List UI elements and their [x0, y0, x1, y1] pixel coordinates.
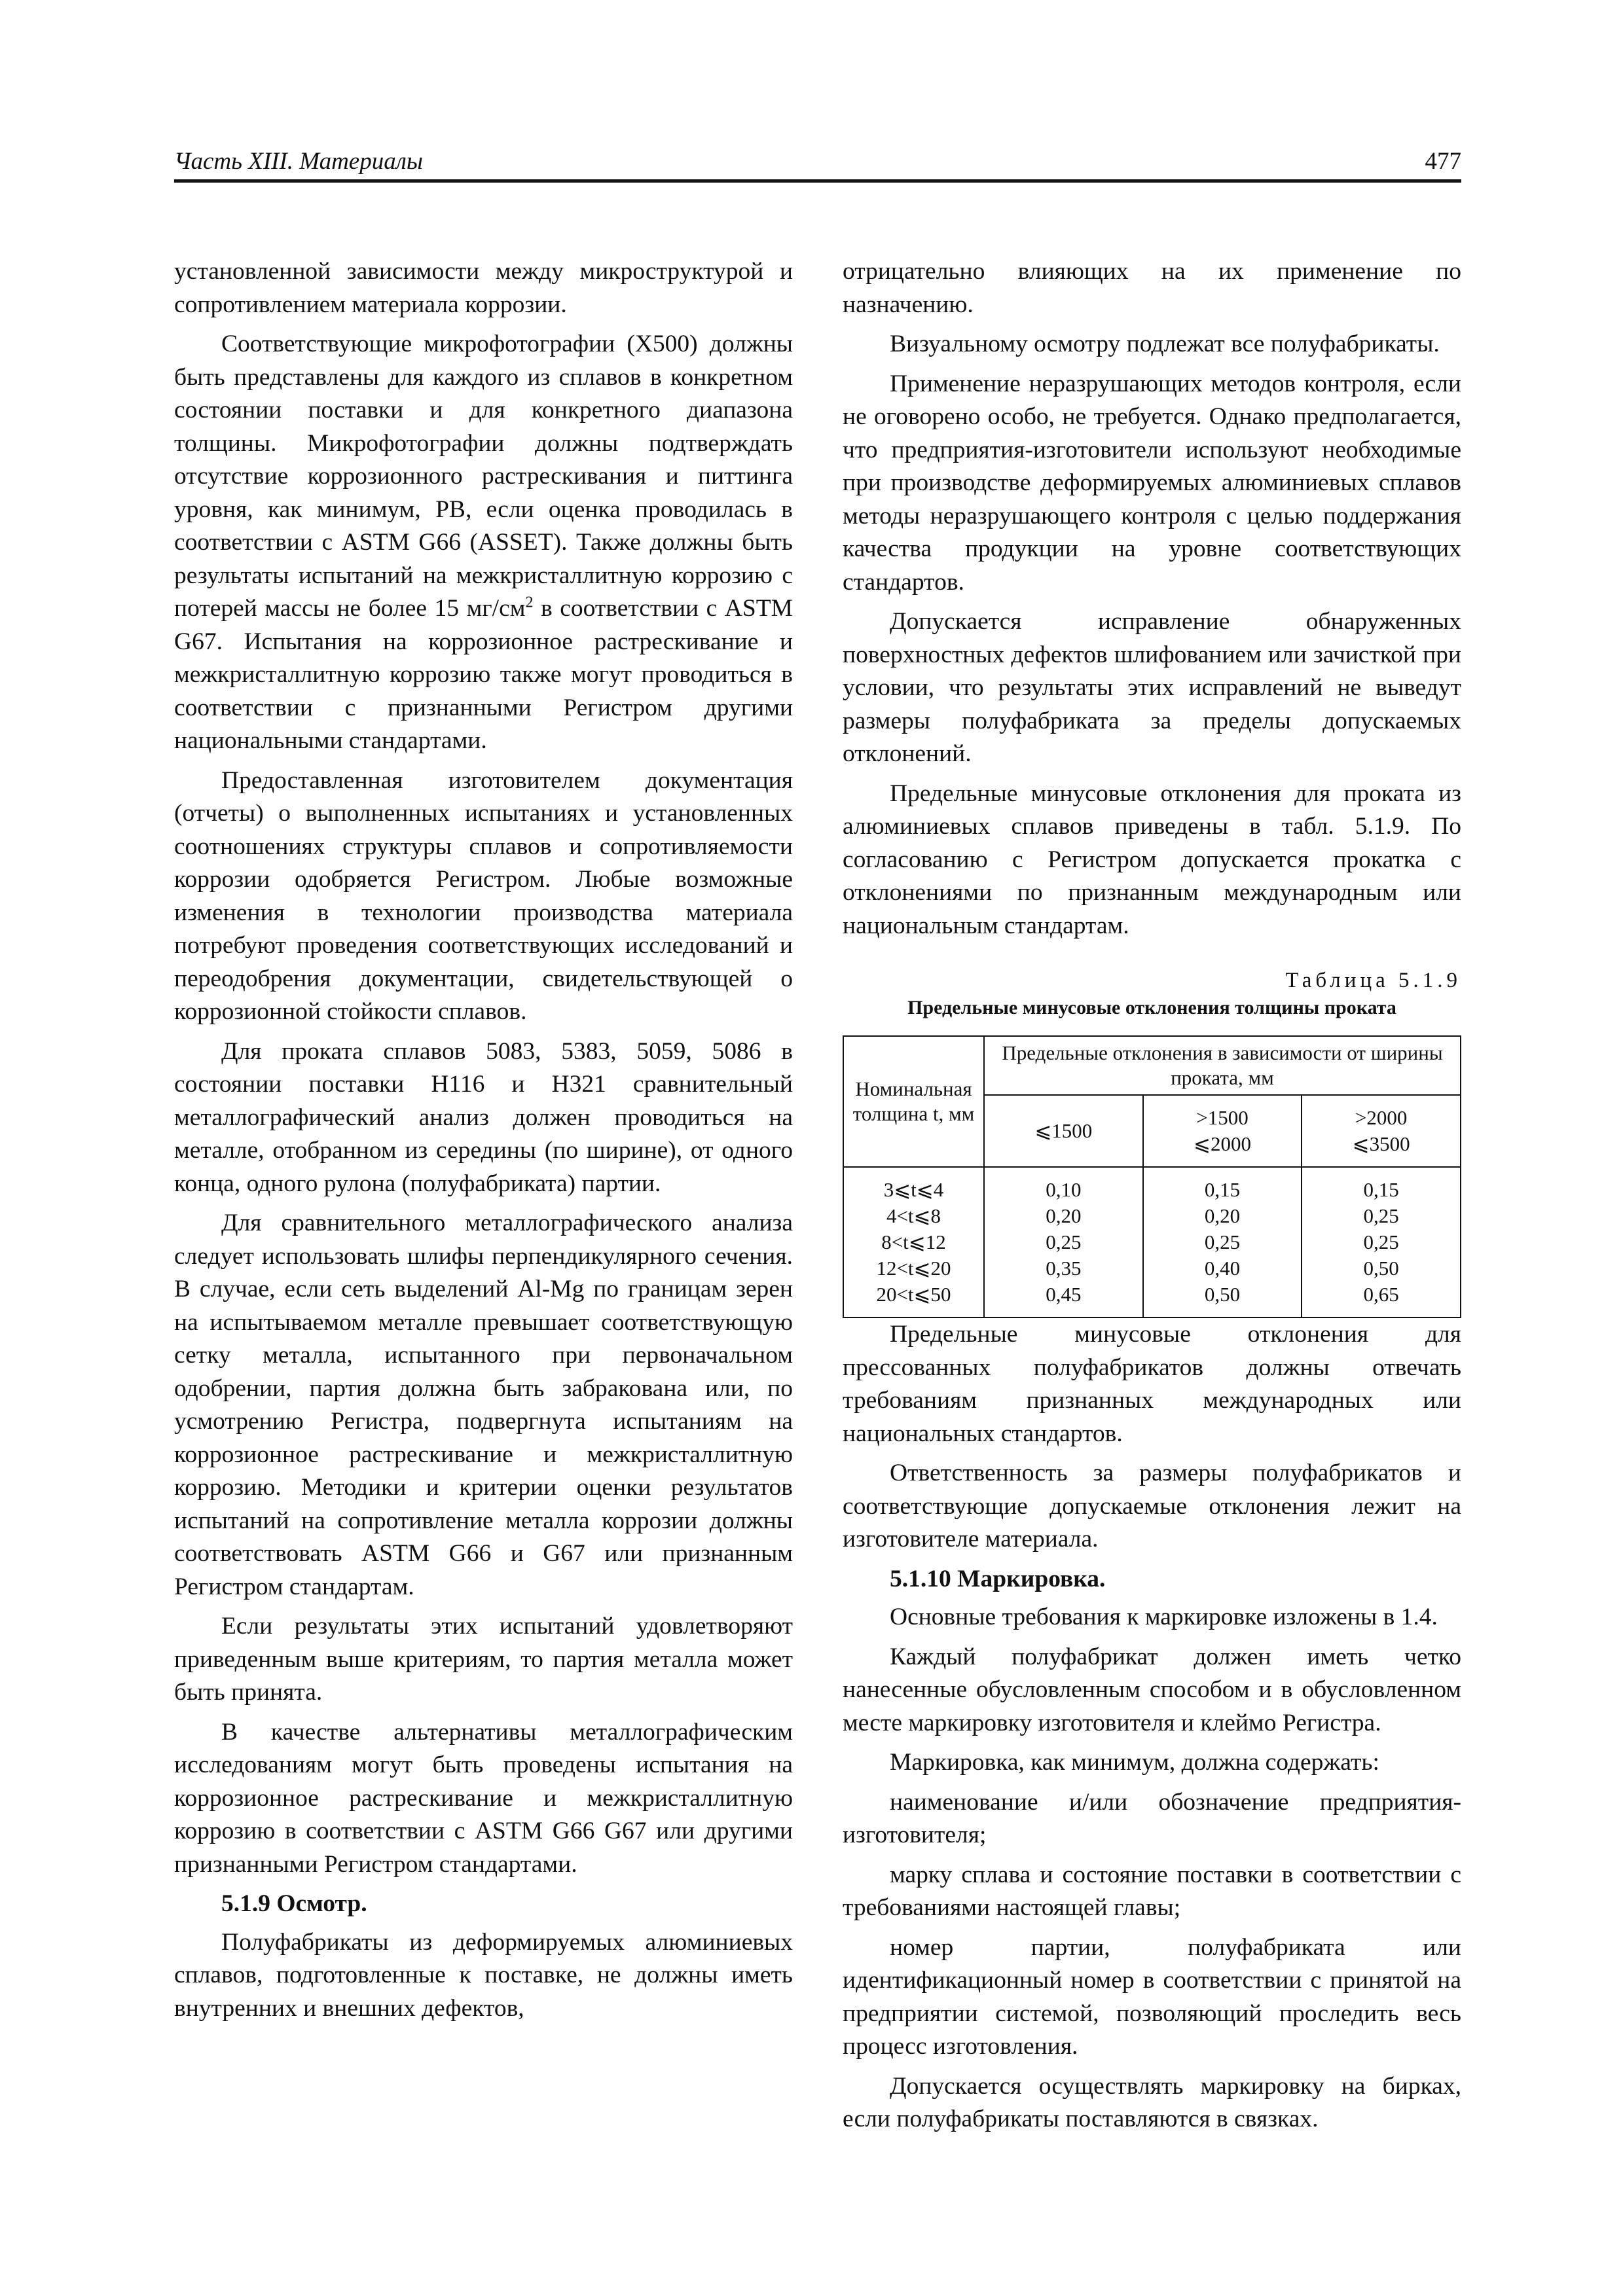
paragraph: Каждый полуфабрикат должен иметь четко нанесенные обусловленным способом и в обусловленном месте маркировку изготовителя и клеймо Регистра.: [843, 1643, 1461, 1736]
paragraph: В качестве альтернативы металлографическим исследованиям могут быть проведены испытания на коррозионное растрескивание и межкристаллитную коррозию в соответствии с ASTM G66 G67 или другими признанными Регистром стандартами.: [174, 1718, 793, 1878]
section-heading-inspection: 5.1.9 Осмотр.: [221, 1890, 367, 1917]
left-column: [174, 255, 793, 2032]
paragraph: наименование и/или обозначение предприятия-изготовителя;: [843, 1788, 1461, 1848]
table-header-row: [843, 1036, 1461, 1095]
header-width-2000: >1500 ⩽2000: [1143, 1095, 1302, 1167]
paragraph: марку сплава и состояние поставки в соответствии с требованиями настоящей главы;: [843, 1861, 1461, 1921]
paragraph-text: Соответствующие микрофотографии (X500) должны быть представлены для каждого из сплавов в конкретном состоянии поставки и для конкретного диапазона толщины. Микрофотографии должны подтверждать отсутствие коррозионного растрескивания и питтинга уровня, как минимум, PB, если оценка проводилась в соответствии с ASTM G66 (ASSET). Также должны быть результаты испытаний на межкристаллитную коррозию с потерей массы не более 15 мг/см: [174, 331, 793, 622]
page-number: 477: [1425, 148, 1461, 175]
paragraph-text: в соответствии с ASTM G67. Испытания на коррозионное растрескивание и межкристаллитную коррозию также могут проводиться в соответствии с признанными Регистром другими национальными стандартами.: [174, 595, 793, 754]
paragraph: Основные требования к маркировке изложены в 1.4.: [890, 1604, 1438, 1630]
paragraph: Предельные минусовые отклонения для проката из алюминиевых сплавов приведены в табл. 5.1.9. По согласованию с Регистром допускается прокатка с отклонениями по признанным международным или национальным стандартам.: [843, 780, 1461, 939]
table-caption: Предельные минусовые отклонения толщины проката: [907, 997, 1396, 1018]
paragraph: Допускается исправление обнаруженных поверхностных дефектов шлифованием или зачисткой при условии, что результаты этих исправлений не выведут размеры полуфабриката за пределы допускаемых отклонений.: [843, 608, 1461, 767]
thickness-deviation-table: [843, 1035, 1461, 1318]
superscript: 2: [525, 594, 534, 611]
paragraph: Для сравнительного металлографического анализа следует использовать шлифы перпендикулярного сечения. В случае, если сеть выделений Al-Mg по границам зерен на испытываемом металле превышает соответствующую сетку металла, испытанного при первоначальном одобрении, партия должна быть забракована или, по усмотрению Регистра, подвергнута испытаниям на коррозионное растрескивание и межкристаллитную коррозию. Методики и критерии оценки результатов испытаний на сопротивление металла коррозии должны соответствовать ASTM G66 и G67 или признанным Регистром стандартам.: [174, 1210, 793, 1600]
header-nominal-thickness: Номинальная толщина t, мм: [843, 1036, 984, 1167]
paragraph: Для проката сплавов 5083, 5383, 5059, 5086 в состоянии поставки H116 и H321 сравнительный металлографический анализ должен проводиться на металле, отобранном из середины (по ширине), от одного конца, одного рулона (полуфабриката) партии.: [174, 1037, 793, 1197]
deviation-width-2000: 0,15 0,20 0,25 0,40 0,50: [1143, 1167, 1302, 1318]
paragraph: [174, 328, 793, 758]
section-heading-marking: 5.1.10 Маркировка.: [890, 1565, 1106, 1592]
paragraph: Ответственность за размеры полуфабрикатов и соответствующие допускаемые отклонения лежит на изготовителе материала.: [843, 1460, 1461, 1552]
paragraph: номер партии, полуфабриката или идентификационный номер в соответствии с принятой на предприятии системой, позволяющий проследить весь процесс изготовления.: [843, 1933, 1461, 2060]
deviation-width-3500: 0,15 0,25 0,25 0,50 0,65: [1302, 1167, 1461, 1318]
table-row: [843, 1167, 1461, 1318]
header-deviation-group: Предельные отклонения в зависимости от ширины проката, мм: [984, 1036, 1461, 1095]
paragraph: Предоставленная изготовителем документация (отчеты) о выполненных испытаниях и установленных соотношениях структуры сплавов и сопротивляемости коррозии одобряется Регистром. Любые возможные изменения в технологии производства материала потребуют проведения соответствующих исследований и переодобрения документации, свидетельствующей о коррозионной стойкости сплавов.: [174, 766, 793, 1025]
paragraph: Если результаты этих испытаний удовлетворяют приведенным выше критериям, то партия металла может быть принята.: [174, 1613, 793, 1706]
paragraph: установленной зависимости между микроструктурой и сопротивлением материала коррозии.: [174, 258, 793, 318]
paragraph: Полуфабрикаты из деформируемых алюминиевых сплавов, подготовленные к поставке, не должны иметь внутренних и внешних дефектов,: [174, 1928, 793, 2022]
header-width-1500: ⩽1500: [984, 1095, 1143, 1167]
paragraph: Визуальному осмотру подлежат все полуфабрикаты.: [890, 331, 1440, 357]
header-width-3500: >2000 ⩽3500: [1302, 1095, 1461, 1167]
right-column: [843, 255, 1461, 2143]
page-header: [174, 140, 1461, 183]
table-number: Таблица 5.1.9: [1285, 969, 1461, 992]
thickness-ranges: 3⩽t⩽4 4<t⩽8 8<t⩽12 12<t⩽20 20<t⩽50: [843, 1167, 984, 1318]
running-header-title: Часть XIII. Материалы: [174, 148, 423, 175]
paragraph: Допускается осуществлять маркировку на бирках, если полуфабрикаты поставляются в связках.: [843, 2072, 1461, 2132]
paragraph: отрицательно влияющих на их применение по назначению.: [843, 258, 1461, 318]
paragraph: Маркировка, как минимум, должна содержать:: [890, 1749, 1379, 1776]
paragraph: Предельные минусовые отклонения для прессованных полуфабрикатов должны отвечать требованиям признанных международных или национальных стандартов.: [843, 1321, 1461, 1447]
deviation-width-1500: 0,10 0,20 0,25 0,35 0,45: [984, 1167, 1143, 1318]
paragraph: Применение неразрушающих методов контроля, если не оговорено особо, не требуется. Однако предполагается, что предприятия-изготовители используют необходимые при производстве деформируемых алюминиевых сплавов методы неразрушающего контроля с целью поддержания качества продукции на уровне соответствующих стандартов.: [843, 370, 1461, 596]
